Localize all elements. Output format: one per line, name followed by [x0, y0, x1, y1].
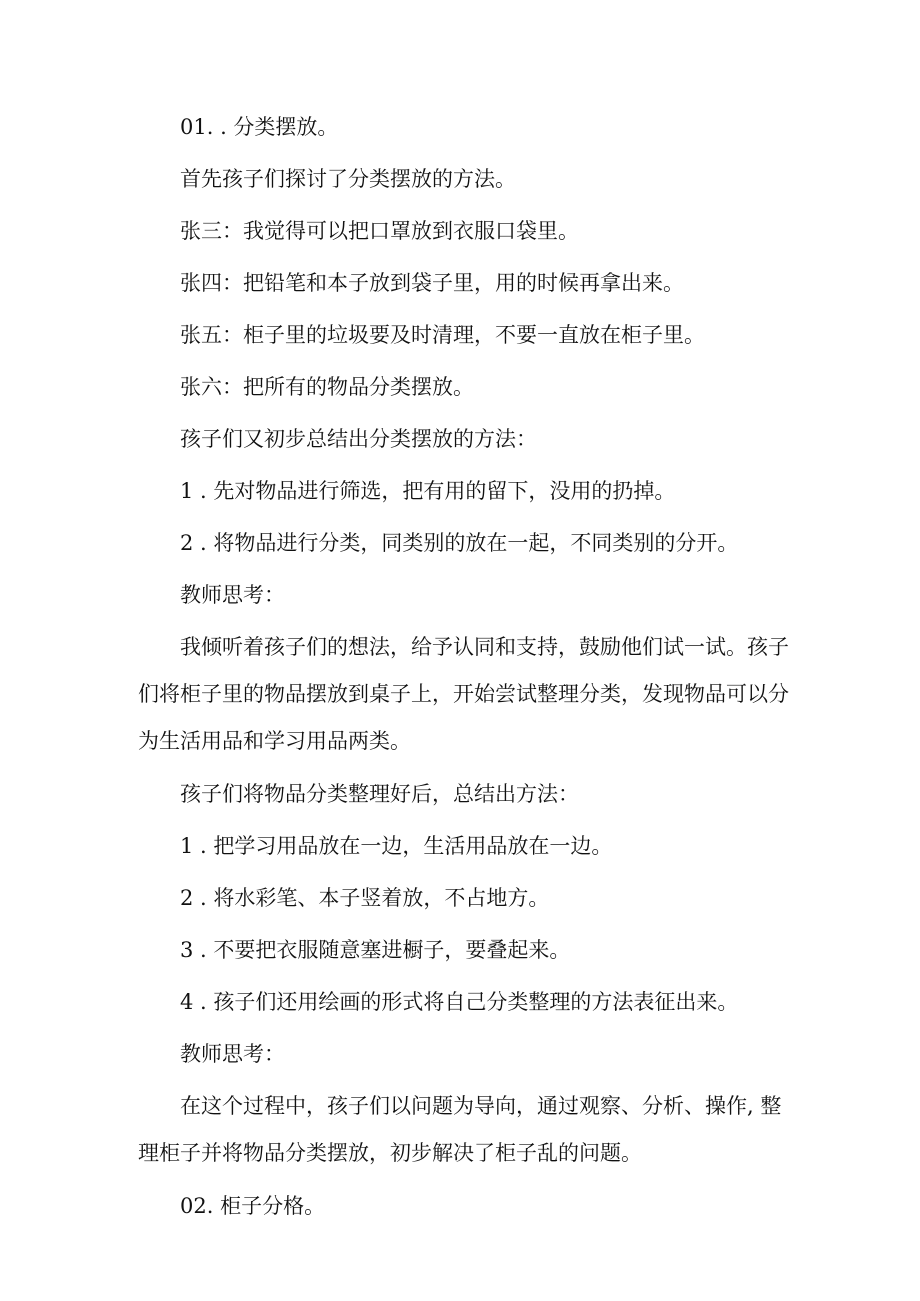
paragraph-summary-intro: 孩子们又初步总结出分类摆放的方法：	[180, 427, 537, 451]
paragraph-zhangsan: 张三：我觉得可以把口罩放到衣服口袋里。	[180, 219, 579, 243]
method-item-2: 2 . 将水彩笔、本子竖着放，不占地方。	[180, 886, 550, 910]
document-body	[138, 114, 793, 1245]
paragraph-zhangwu: 张五：柜子里的垃圾要及时清理，不要一直放在柜子里。	[180, 323, 705, 347]
paragraph-process-reflection: 在这个过程中，孩子们以问题为导向，通过观察、分析、操作, 整理柜子并将物品分类摆放，初步解决了柜子乱的问题。	[138, 1094, 782, 1165]
teacher-reflection-label-2: 教师思考：	[180, 1042, 285, 1066]
method-item-1: 1 . 把学习用品放在一边，生活用品放在一边。	[180, 834, 613, 858]
section-heading-02: 02. 柜子分格。	[180, 1194, 326, 1218]
method-item-3: 3 . 不要把衣服随意塞进橱子，要叠起来。	[180, 938, 571, 962]
list-item-2: 2 . 将物品进行分类，同类别的放在一起，不同类别的分开。	[180, 531, 739, 555]
method-item-4: 4 . 孩子们还用绘画的形式将自己分类整理的方法表征出来。	[180, 990, 739, 1014]
list-item-1: 1 . 先对物品进行筛选，把有用的留下，没用的扔掉。	[180, 479, 676, 503]
paragraph-intro: 首先孩子们探讨了分类摆放的方法。	[180, 167, 516, 191]
paragraph-teacher-reflection: 我倾听着孩子们的想法，给予认同和支持，鼓励他们试一试。孩子们将柜子里的物品摆放到桌子上，开始尝试整理分类，发现物品可以分为生活用品和学习用品两类。	[138, 635, 789, 753]
paragraph-method-intro: 孩子们将物品分类整理好后，总结出方法：	[180, 782, 579, 806]
paragraph-zhangliu: 张六：把所有的物品分类摆放。	[180, 375, 474, 399]
teacher-reflection-label: 教师思考：	[180, 583, 285, 607]
paragraph-zhangsi: 张四：把铅笔和本子放到袋子里，用的时候再拿出来。	[180, 271, 684, 295]
section-heading-01: 01. . 分类摆放。	[180, 115, 339, 139]
